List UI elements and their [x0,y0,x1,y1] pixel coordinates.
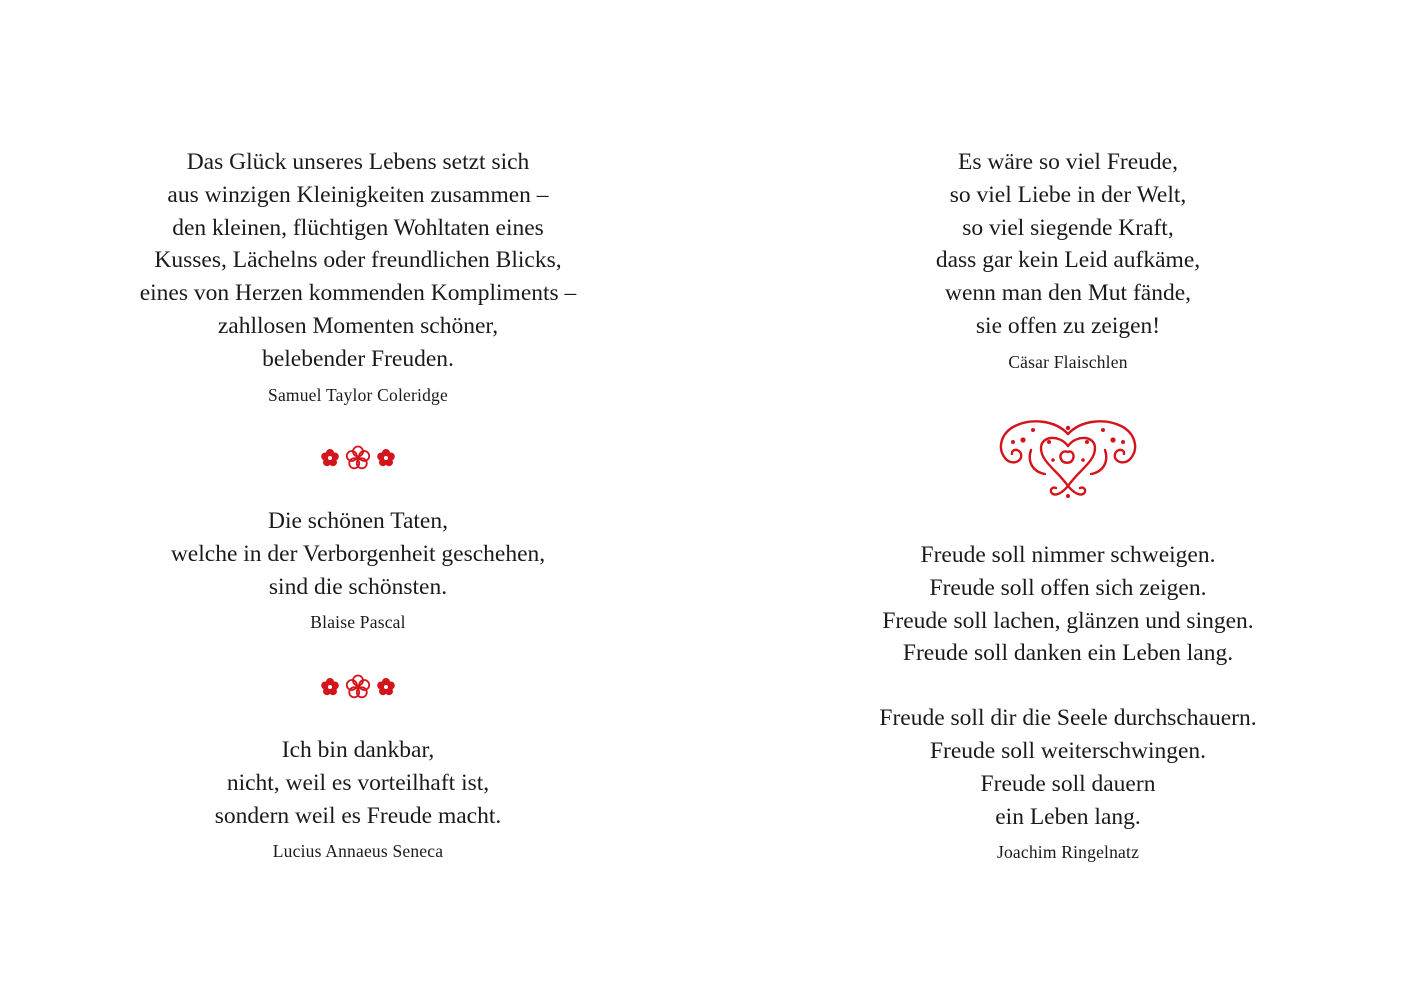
quote-author: Joachim Ringelnatz [996,842,1140,863]
quote-line: nicht, weil es vorteilhaft ist, [226,769,490,796]
quote-line: Freude soll weiterschwingen. [929,737,1207,764]
quote-author: Blaise Pascal [310,612,406,633]
quote-ringelnatz [879,539,1256,863]
quote-line: Freude soll dauern [980,770,1156,797]
quote-line: Ich bin dankbar, [281,737,435,763]
quote-text [171,505,545,603]
quote-line: sie offen zu zeigen! [975,312,1161,339]
quote-line: so viel siegende Kraft, [962,214,1174,241]
quote-line: sondern weil es Freude macht. [214,802,502,829]
quote-line: Freude soll dir die Seele durchschauern. [879,705,1257,732]
quote-line: den kleinen, flüchtigen Wohltaten eines [172,214,544,241]
quote-line: welche in der Verborgenheit geschehen, [170,540,546,567]
quote-line: so viel Liebe in der Welt, [949,181,1187,208]
quote-line: zahllosen Momenten schöner, [217,312,499,339]
three-flowers-icon [318,444,398,472]
quote-text [936,146,1200,343]
three-flowers-icon [318,673,398,701]
quote-seneca [215,734,502,862]
right-page [712,0,1423,1000]
quote-line: aus winzigen Kleinigkeiten zusammen – [167,181,549,208]
left-page [0,0,711,1000]
quote-author: Lucius Annaeus Seneca [272,841,444,862]
quote-line: Freude soll offen sich zeigen. [929,574,1207,601]
quote-line: Es wäre so viel Freude, [958,149,1178,175]
quote-flaischlen [936,146,1200,373]
quote-text [215,734,502,832]
quote-pascal [171,505,545,633]
quote-coleridge [140,146,577,406]
quote-line: Kusses, Lächelns oder freundlichen Blicks, [154,247,562,274]
quote-stanza-2 [879,702,1256,833]
quote-line: wenn man den Mut fände, [944,280,1192,307]
flourish-ornament-icon [993,416,1143,502]
quote-line: Freude soll nimmer schweigen. [920,542,1216,568]
quote-line: ein Leben lang. [995,803,1141,830]
quote-stanza-1 [879,539,1256,670]
quote-line: sind die schönsten. [268,573,448,600]
quote-line: eines von Herzen kommenden Kompliments – [139,280,577,307]
quote-line: Die schönen Taten, [268,508,448,534]
quote-author: Cäsar Flaischlen [1008,351,1128,372]
quote-line: Das Glück unseres Lebens setzt sich [186,149,530,175]
quote-author: Samuel Taylor Coleridge [268,384,448,405]
stanza-gap [879,670,1256,702]
quote-line: belebender Freuden. [262,345,454,372]
quote-line: Freude soll lachen, glänzen und singen. [882,607,1254,634]
quote-text [140,146,577,376]
quote-line: dass gar kein Leid aufkäme, [935,247,1201,274]
quote-line: Freude soll danken ein Leben lang. [902,640,1234,667]
